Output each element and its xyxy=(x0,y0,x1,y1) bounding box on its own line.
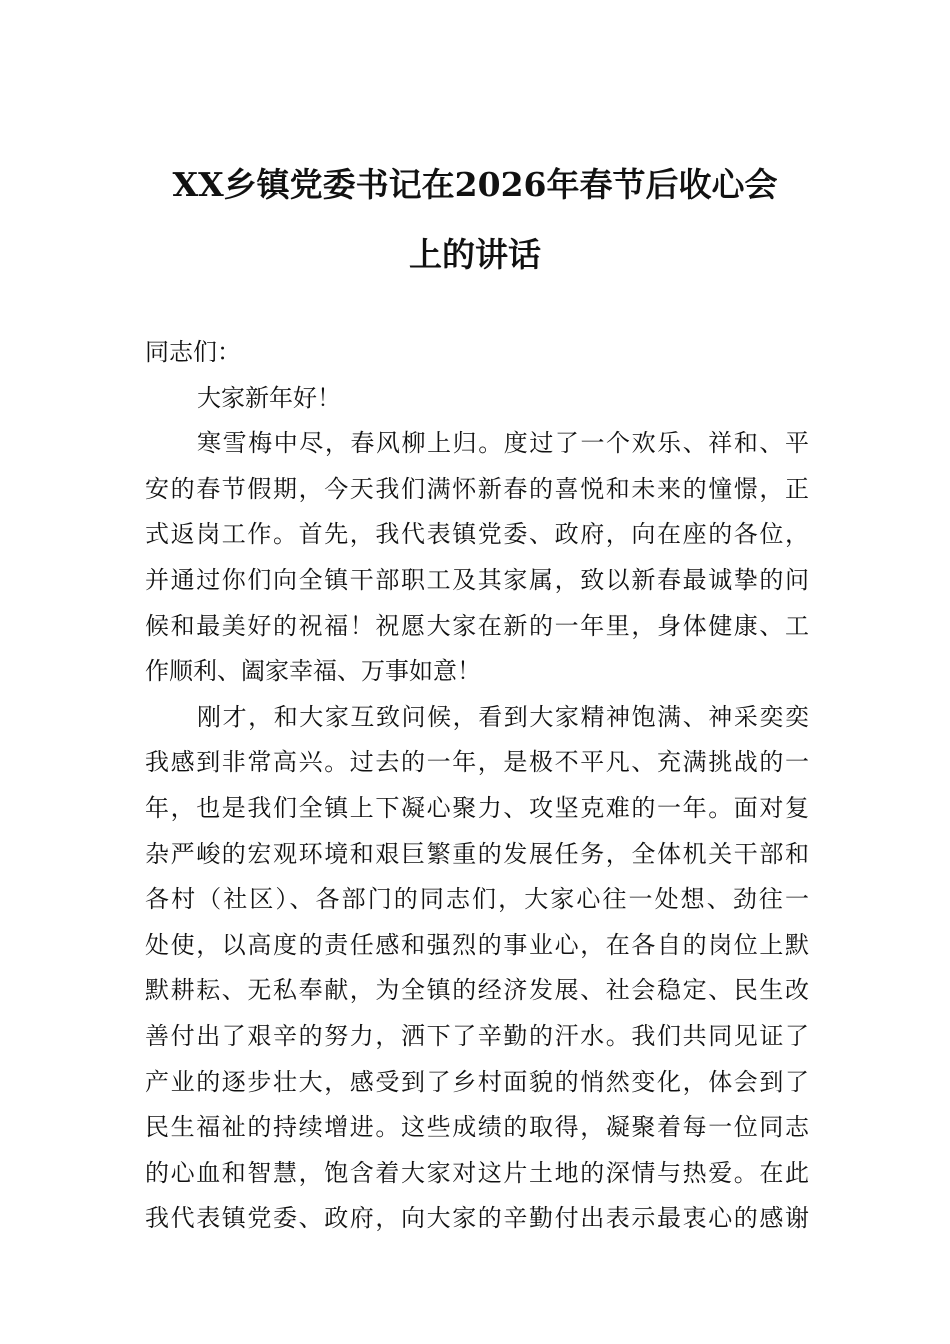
text-line: 并通过你们向全镇干部职工及其家属，致以新春最诚挚的问 xyxy=(145,565,809,594)
text-line: 我代表镇党委、政府，向大家的辛勤付出表示最衷心的感谢 xyxy=(145,1204,809,1233)
text-line: 刚才，和大家互致问候，看到大家精神饱满、神采奕奕 xyxy=(197,702,809,731)
text-line: 民生福祉的持续增进。这些成绩的取得，凝聚着每一位同志 xyxy=(145,1113,809,1142)
text-line: 安的春节假期，今天我们满怀新春的喜悦和未来的憧憬，正 xyxy=(145,474,809,503)
text-line: 各村（社区）、各部门的同志们，大家心往一处想、劲往一 xyxy=(145,885,809,914)
paragraph xyxy=(145,376,809,422)
text-line: 我感到非常高兴。过去的一年，是极不平凡、充满挑战的一 xyxy=(145,748,809,777)
text-line: 杂严峻的宏观环境和艰巨繁重的发展任务，全体机关干部和 xyxy=(145,839,809,868)
text-line: 的心血和智慧，饱含着大家对这片土地的深情与热爱。在此 xyxy=(145,1158,809,1187)
text-line: 候和最美好的祝福！祝愿大家在新的一年里，身体健康、工 xyxy=(145,611,809,640)
salutation: 同志们： xyxy=(145,338,241,366)
text-line: 善付出了艰辛的努力，洒下了辛勤的汗水。我们共同见证了 xyxy=(145,1021,809,1050)
document-title-line-1: XX乡镇党委书记在2026年春节后收心会 xyxy=(172,165,778,204)
text-line: 式返岗工作。首先，我代表镇党委、政府，向在座的各位， xyxy=(145,520,809,549)
paragraph xyxy=(145,695,809,1242)
document-title-line-2: 上的讲话 xyxy=(409,235,541,274)
text-line: 默耕耘、无私奉献，为全镇的经济发展、社会稳定、民生改 xyxy=(145,976,809,1005)
text-line: 产业的逐步壮大，感受到了乡村面貌的悄然变化，体会到了 xyxy=(145,1067,809,1096)
document-body xyxy=(145,330,809,1242)
text-line: 年，也是我们全镇上下凝心聚力、攻坚克难的一年。面对复 xyxy=(145,793,809,822)
text-line: 大家新年好！ xyxy=(197,383,341,412)
text-line: 处使，以高度的责任感和强烈的事业心，在各自的岗位上默 xyxy=(145,930,809,959)
paragraph xyxy=(145,421,809,695)
text-line: 作顺利、阖家幸福、万事如意！ xyxy=(145,657,481,686)
text-line: 寒雪梅中尽，春风柳上归。度过了一个欢乐、祥和、平 xyxy=(197,429,809,458)
